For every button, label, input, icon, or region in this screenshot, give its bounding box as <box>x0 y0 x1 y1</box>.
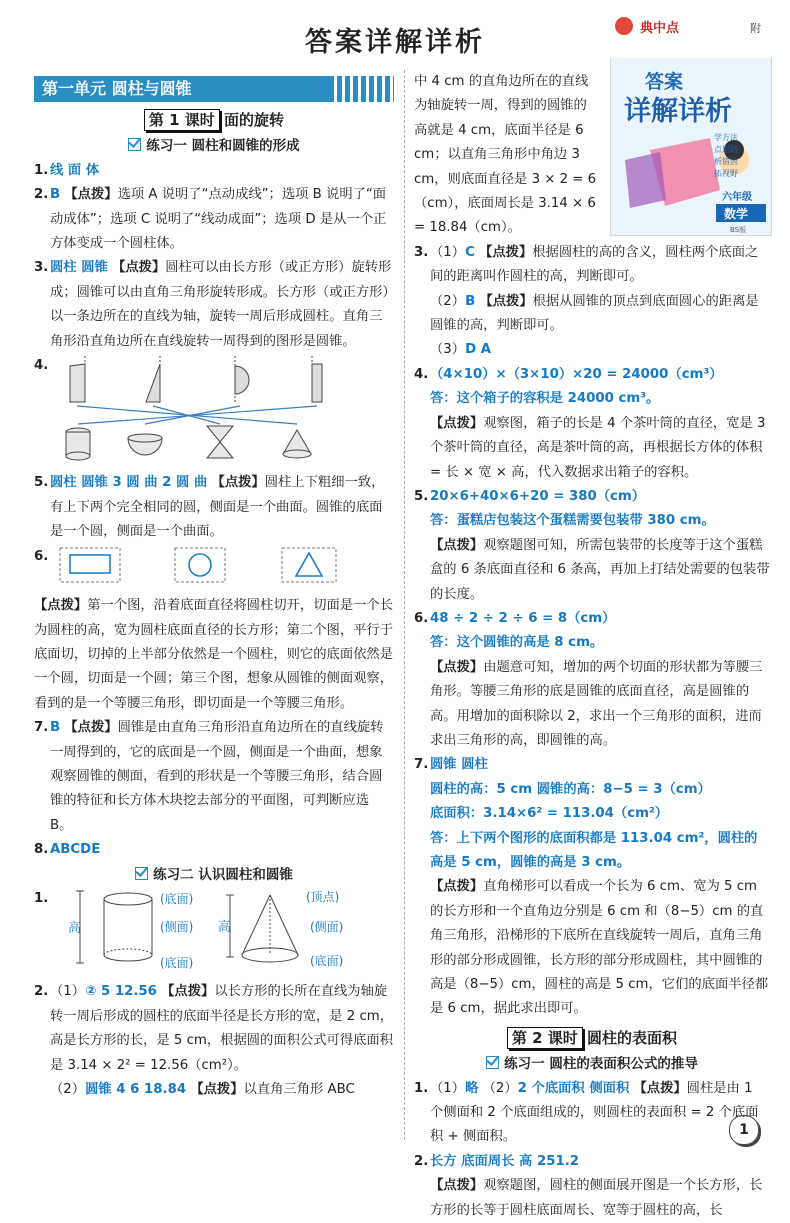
hint-label: 【点拨】 <box>190 1082 244 1097</box>
question-8 <box>34 838 394 862</box>
r-hint-5 <box>414 534 770 607</box>
exercise-heading-2 <box>34 863 394 887</box>
cylinder-cone-figure <box>50 887 390 971</box>
r-question-4 <box>414 363 770 387</box>
part-label: （1） <box>430 244 466 260</box>
label-bottom-cone: (底面) <box>310 953 344 968</box>
lesson-2-heading <box>414 1026 770 1052</box>
book-item-4: 拓视野 <box>714 169 738 178</box>
hint-label: 【点拨】 <box>633 1080 687 1096</box>
question-7 <box>34 716 394 838</box>
explanation: 观察图，箱子的长是 4 个茶叶筒的直径，宽是 3 个茶叶筒的直径，高是茶叶筒的高，再根据长方体的体积 = 长 × 宽 × 高，代入数据求出箱子的容积。 <box>430 415 766 480</box>
r-question-3-3 <box>414 338 770 362</box>
book-grade: 六年级 <box>722 192 752 203</box>
question-1 <box>34 159 394 183</box>
question-number: 2. <box>34 984 49 1000</box>
question-number: 1. <box>34 162 49 178</box>
lesson-box: 第 2 课时 <box>507 1027 583 1049</box>
question-6 <box>34 545 394 594</box>
unit-banner-text: 第一单元 圆柱与圆锥 <box>42 79 192 98</box>
book-item-3: 析错因 <box>714 157 738 166</box>
book-subject: 数学 <box>724 207 749 221</box>
rotation-matching-figure <box>50 354 390 462</box>
r-question-3-2 <box>414 290 770 339</box>
part-label: （2） <box>50 1082 86 1097</box>
exercise-title: 练习一 圆柱和圆锥的形成 <box>146 138 300 155</box>
answer: 圆柱 圆锥 3 圆 曲 2 圆 曲 <box>50 475 208 491</box>
book-title-2: 详解详析 <box>624 96 732 127</box>
question-3 <box>34 256 394 354</box>
lesson-title: 圆柱的表面积 <box>587 1028 678 1047</box>
check-icon <box>128 138 141 151</box>
question-6-explanation <box>34 594 394 716</box>
explanation: 圆锥是由直角三角形沿直角边所在的直线旋转一周得到的，它的底面是一个圆，侧面是一个曲面，想象观察圆锥的侧面，看到的形状是一个等腰三角形，结合圆锥的特征和长方体木块挖去部分的平面图，可判断应选 B。 <box>50 720 384 833</box>
answer: 2 个底面积 侧面积 <box>517 1080 630 1096</box>
hint-label: 【点拨】 <box>430 1178 484 1194</box>
explanation: 直角梯形可以看成一个长为 6 cm、宽为 5 cm 的长方形和一个直角边分别是 6 cm 和（8−5）cm 的直角三角形，沿梯形的下底所在直线旋转一周后，直角三角形的部分形成圆锥，长方形的部分形成圆柱，其中圆锥的高是（8−5）cm，圆柱的高是 5 cm，它们的底面半径都是 6 cm，据此求出即可。 <box>430 879 769 1017</box>
expression: 20×6+40×6+20 = 380（cm） <box>430 488 646 504</box>
explanation: 以长方形的长所在直线为轴旋转一周后形成的圆柱的底面半径是长方形的宽，是 2 cm，高是长方形的长，是 5 cm，根据圆的面积公式可得底面积是 3.14 × 2² = 12.56（cm²）。 <box>50 984 394 1073</box>
question-number: 6. <box>34 548 49 564</box>
question-number: 8. <box>34 842 49 858</box>
label-bottom: (底面) <box>160 955 194 970</box>
explanation: 圆柱是由 1 个侧面和 2 个底面组成的，则圆柱的表面积 = 2 个底面积 + 侧面积。 <box>430 1080 759 1145</box>
label-height: 高 <box>68 920 82 936</box>
question-number: 3. <box>414 244 429 260</box>
hint-label: 【点拨】 <box>64 720 118 736</box>
question-number: 4. <box>414 366 429 382</box>
question-number: 4. <box>34 358 49 374</box>
exercise-heading <box>34 134 394 158</box>
explanation: 选项 A 说明了“点动成线”；选项 B 说明了“面动成体”；选项 C 说明了“线动成面”；选项 D 是从一个正方体变成一个圆柱体。 <box>50 187 387 252</box>
hint-label: 【点拨】 <box>34 598 88 614</box>
question-5 <box>34 471 394 544</box>
r-answer-4: 答：这个箱子的容积是 24000 cm³。 <box>430 391 660 407</box>
lesson-box: 第 1 课时 <box>144 109 220 131</box>
question-number: 1. <box>34 890 49 906</box>
answer: 线 面 体 <box>50 162 100 178</box>
explanation: 圆柱上下粗细一致，有上下两个完全相同的圆，侧面是一个曲面。圆锥的底面是一个圆，侧面是一个曲面。 <box>50 475 385 540</box>
lesson-1-heading <box>34 108 394 134</box>
explanation: 根据从圆锥的顶点到底面圆心的距离是圆锥的高，判断即可。 <box>430 293 759 334</box>
answer: C <box>465 244 475 260</box>
hint-label: 【点拨】 <box>64 187 118 203</box>
r-answer-5: 答：蛋糕店包装这个蛋糕需要包装带 380 cm。 <box>430 513 715 529</box>
explanation: 由题意可知，增加的两个切面的形状都为等腰三角形。等腰三角形的底是圆锥的底面直径，高是圆锥的高。用增加的面积除以 2，求出一个三角形的面积，进而求出三角形的高，即圆锥的高。 <box>430 659 763 748</box>
r-question-5 <box>414 485 770 509</box>
book-item-2: 点思路 <box>714 145 738 154</box>
r-question-6 <box>414 607 770 631</box>
column-divider <box>404 70 405 1140</box>
exercise-heading-3 <box>414 1052 770 1076</box>
hint-label: 【点拨】 <box>430 537 484 553</box>
answer: B <box>465 293 476 309</box>
r-answer-6: 答：这个圆锥的高是 8 cm。 <box>430 635 604 651</box>
s-question-2 <box>414 1150 770 1174</box>
part-label: （2） <box>430 293 466 309</box>
hint-label: 【点拨】 <box>479 244 533 260</box>
book-title-1: 答案 <box>645 71 684 93</box>
part-label: （1） <box>430 1080 466 1096</box>
r-line-7-2: 底面积：3.14×6² = 113.04（cm²） <box>430 806 669 822</box>
question-number: 7. <box>34 720 49 736</box>
lesson-title: 面的旋转 <box>224 111 285 129</box>
question-2 <box>34 183 394 256</box>
explanation: 观察题图可知，所需包装带的长度等于这个蛋糕盒的 6 条底面直径和 6 条高，再加上打结处需要的包装带的长度。 <box>430 537 770 602</box>
hint-label: 【点拨】 <box>430 659 484 675</box>
s-hint-2 <box>414 1174 770 1223</box>
unit-banner <box>34 76 394 102</box>
explanation: 以直角三角形 ABC <box>243 1082 355 1097</box>
s-question-1 <box>414 1077 770 1150</box>
label-side: (侧面) <box>160 919 194 934</box>
page-title: 答案详解详析 <box>305 27 485 58</box>
part-label: （3） <box>430 342 466 358</box>
exercise-title: 练习二 认识圆柱和圆锥 <box>153 866 293 883</box>
part-label: （2） <box>482 1080 518 1096</box>
r-hint-4 <box>414 412 770 485</box>
page-number: 1 <box>729 1115 759 1145</box>
label-bottom-top: (底面) <box>160 891 194 906</box>
book-edition: BS版 <box>730 226 747 234</box>
r-hint-7 <box>414 875 770 1021</box>
r-question-3 <box>414 241 770 290</box>
label-side-cone: (侧面) <box>310 919 344 934</box>
question-number: 3. <box>34 260 49 276</box>
question-2-2-part2 <box>34 1078 394 1102</box>
label-apex: (顶点) <box>306 889 340 904</box>
question-4 <box>34 354 394 471</box>
question-number: 7. <box>414 757 429 773</box>
hint-label: 【点拨】 <box>211 475 265 491</box>
question-number: 5. <box>34 475 49 491</box>
explanation: 圆柱可以由长方形（或正方形）旋转形成；圆锥可以由直角三角形旋转形成。长方形（或正方形）以一条边所在的直线为轴，旋转一周后形成圆柱。直角三角形沿直角边所在直线旋转一周得到的图形是圆锥。 <box>50 260 392 349</box>
answer: B <box>50 187 61 203</box>
answer: 圆柱 圆锥 <box>50 260 108 276</box>
question-number: 2. <box>414 1153 429 1169</box>
check-icon <box>135 867 148 880</box>
question-number: 1. <box>414 1080 429 1096</box>
exercise-title: 练习一 圆柱的表面积公式的推导 <box>504 1056 698 1073</box>
r-answer-7: 答：上下两个图形的底面积都是 113.04 cm²，圆柱的高是 5 cm，圆锥的高是 3 cm。 <box>430 830 758 870</box>
question-2-2 <box>34 980 394 1078</box>
cross-section-figure <box>50 545 370 585</box>
book-tag: 附 <box>750 22 761 35</box>
hint-label: 【点拨】 <box>479 293 533 309</box>
answer: 圆锥 4 6 18.84 <box>85 1082 187 1097</box>
question-number: 6. <box>414 610 429 626</box>
hint-label: 【点拨】 <box>430 415 484 431</box>
continued-text: 中 4 cm 的直角边所在的直线为轴旋转一周，得到的圆锥的高就是 4 cm，底面半径是 6 cm；以直角三角形中角边 3 cm，则底面直径是 3 × 2 = 6（cm），底面周长是 3.14 × 6 = 18.84（cm）。 <box>414 74 597 236</box>
hint-label: 【点拨】 <box>112 260 166 276</box>
book-brand: 典中点 <box>640 21 680 36</box>
right-column <box>414 70 770 1223</box>
banner-stripes <box>334 76 394 102</box>
answer: 略 <box>465 1080 479 1096</box>
answer: 圆锥 圆柱 <box>430 757 488 773</box>
explanation: 观察题图，圆柱的侧面展开图是一个长方形，长方形的长等于圆柱底面周长、宽等于圆柱的高，长 <box>430 1178 763 1218</box>
explanation: 根据圆柱的高的含义，圆柱两个底面之间的距离叫作圆柱的高，判断即可。 <box>430 244 759 285</box>
answer: 长方 底面周长 高 251.2 <box>430 1153 580 1169</box>
answer: ② 5 12.56 <box>85 984 157 1000</box>
hint-label: 【点拨】 <box>430 879 484 895</box>
hint-label: 【点拨】 <box>161 984 215 1000</box>
expression: （4×10）×（3×10）×20 = 24000（cm³） <box>430 366 723 382</box>
question-2-1 <box>34 887 394 980</box>
r-hint-6 <box>414 656 770 754</box>
label-height-cone: 高 <box>218 919 232 935</box>
book-item-1: 学方法 <box>714 133 738 142</box>
r-question-7 <box>414 753 770 777</box>
question-number: 5. <box>414 488 429 504</box>
expression: 48 ÷ 2 ÷ 2 ÷ 6 = 8（cm） <box>430 610 616 626</box>
answer: D A <box>465 342 492 358</box>
answer: ABCDE <box>50 842 101 858</box>
answer: B <box>50 720 61 736</box>
explanation: 第一个图，沿着底面直径将圆柱切开，切面是一个长为圆柱的高，宽为圆柱底面直径的长方形；第二个图，平行于底面切，切掉的上半部分依然是一个圆柱，则它的底面依然是一个圆，切面是一个圆；第三个图，想象从圆锥的侧面观察，看到的是一个等腰三角形，即切面是一个等腰三角形。 <box>34 598 394 711</box>
left-column <box>34 76 394 1102</box>
question-number: 2. <box>34 187 49 203</box>
part-label: （1） <box>50 984 86 1000</box>
r-line-7-1: 圆柱的高：5 cm 圆锥的高：8−5 = 3（cm） <box>430 781 711 797</box>
check-icon <box>486 1056 499 1069</box>
